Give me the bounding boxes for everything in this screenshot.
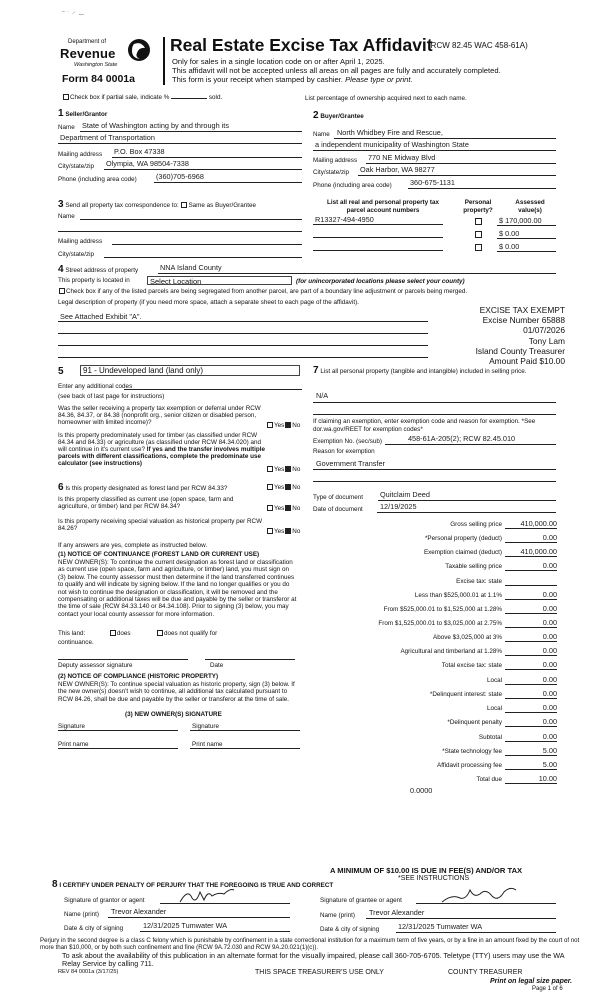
- doc-type-label: Type of document: [313, 494, 364, 501]
- corr-name-line-2[interactable]: [58, 231, 302, 232]
- located-note: (for unincorporated locations please select your county): [296, 278, 465, 285]
- sec5-q2: [58, 432, 268, 467]
- reason-label: Reason for exemption: [313, 448, 375, 455]
- fee-value[interactable]: 0.00: [542, 646, 557, 655]
- street-label: Street address of property: [65, 267, 139, 274]
- grantee-name[interactable]: Trevor Alexander: [369, 908, 425, 917]
- seller-csz-line: [104, 169, 302, 170]
- fee-label: Above $3,025,000 at 3%: [433, 634, 502, 641]
- sec6-q3-answers: [266, 528, 300, 536]
- sec6-q2-yes-checkbox[interactable]: [267, 505, 273, 511]
- land-use-select[interactable]: 91 - Undeveloped land (land only): [80, 365, 300, 376]
- this-land-label: This land:: [58, 630, 86, 637]
- fee-label: Total due: [476, 776, 502, 783]
- fee-value[interactable]: 0.00: [542, 732, 557, 741]
- segregated-row: [58, 288, 467, 296]
- seller-address[interactable]: P.O. Box 47338: [114, 147, 165, 156]
- notice-1-title: (1) NOTICE OF CONTINUANCE (FOREST LAND OR CURRENT USE): [58, 551, 260, 558]
- sec5-q1-no-label: No: [292, 422, 301, 429]
- exempt-no-line: [385, 444, 556, 445]
- buyer-name-line1: [334, 138, 556, 139]
- section-3-number: 3: [58, 199, 64, 210]
- fee-label: Excise tax: state: [456, 578, 502, 585]
- notice-3-title: (3) NEW OWNER(S) SIGNATURE: [125, 711, 222, 718]
- sec5-q2-bold: If yes and the transfer involves multiple parcels with different classifications, complete the predominate use calculator (see instructions): [58, 446, 265, 467]
- reason-line-2: [313, 481, 556, 482]
- logo-revenue: Revenue: [60, 46, 116, 61]
- certify-text: I CERTIFY UNDER PENALTY OF PERJURY THAT THE FOREGOING IS TRUE AND CORRECT: [59, 882, 334, 889]
- legal-line-3: [58, 345, 428, 346]
- sec5-q2-no-label: No: [292, 466, 301, 473]
- sec5-q2-no-checkbox[interactable]: [285, 466, 291, 472]
- sec6-q2-no-label: No: [292, 505, 301, 512]
- scribble-mark: ˜ ˙ ⸍ ∽: [62, 10, 85, 19]
- fee-label: Agricultural and timberland at 1.28%: [400, 648, 502, 655]
- sec6-q3-no-checkbox[interactable]: [285, 528, 291, 534]
- exempt-no-label: Exemption No. (sec/sub): [313, 438, 382, 445]
- exemption-number[interactable]: 458-61A-205(2); RCW 82.45.010: [408, 434, 516, 443]
- partial-sold-label: sold.: [208, 94, 223, 101]
- fee-label: Gross selling price: [450, 521, 502, 528]
- buyer-phone[interactable]: 360-675-1131: [410, 178, 455, 187]
- does-checkbox[interactable]: [110, 630, 116, 636]
- header-note-3-italic: Please type or print.: [345, 75, 413, 84]
- parcel-col-3b: value(s): [518, 206, 542, 214]
- seller-name-label: Name: [58, 124, 75, 131]
- does-not-checkbox[interactable]: [157, 630, 163, 636]
- seller-name-line2: [58, 143, 302, 144]
- additional-codes-line[interactable]: [124, 389, 302, 390]
- parcel-col-3a: Assessed: [515, 199, 545, 206]
- doc-date[interactable]: 12/19/2025: [380, 502, 417, 511]
- sec6-q1-yes-checkbox[interactable]: [267, 484, 273, 490]
- notice-2-title: (2) NOTICE OF COMPLIANCE (HISTORIC PROPERTY): [58, 673, 219, 680]
- corr-name-line[interactable]: [80, 219, 302, 220]
- sec5-q1-yes-checkbox[interactable]: [267, 422, 273, 428]
- partial-sale-checkbox[interactable]: [63, 94, 69, 100]
- header-note-3: [172, 75, 413, 84]
- fee-value[interactable]: 0.00: [542, 703, 557, 712]
- stamp-line-1: EXCISE TAX EXEMPT: [479, 305, 565, 315]
- sec6-q2-no-checkbox[interactable]: [285, 505, 291, 511]
- owner-print-label-1: Print name: [58, 741, 89, 748]
- grantor-name-line: [108, 917, 290, 918]
- grantor-date-line: [140, 931, 290, 932]
- seller-csz[interactable]: Olympia, WA 98504-7338: [106, 159, 189, 168]
- does-label: does: [116, 630, 131, 637]
- parcel-row-2-line[interactable]: [313, 237, 443, 238]
- fee-value[interactable]: 0.00: [542, 632, 557, 641]
- fee-value[interactable]: 0.00: [542, 717, 557, 726]
- fee-value[interactable]: 0.00: [542, 533, 557, 542]
- buyer-name-2[interactable]: a independent municipality of Washington State: [315, 140, 469, 149]
- sec6-any-yes: If any answers are yes, complete as instructed below.: [58, 542, 208, 549]
- stamp-line-5: Island County Treasurer: [475, 345, 565, 356]
- segregated-label: Check box if any of the listed parcels are being segregated from another parcel, are part of a boundary line adjustment or parcels being merged.: [66, 288, 468, 295]
- perjury-text: Perjury in the second degree is a class C felony which is punishable by confinement in a state correctional institution for a maximum term of five years, or by a fine in an amount fixed by the court of not more than $10,000, or by both such confinement and fine (RCW 9A.72.030 and RCW 9A.20.021(1)(c)).: [40, 937, 580, 951]
- see-instructions: *SEE INSTRUCTIONS: [398, 875, 470, 882]
- sec5-q2-yes-label: Yes: [274, 466, 285, 473]
- logo-dept: Department of: [68, 39, 107, 45]
- seller-name-2[interactable]: Department of Transportation: [60, 133, 155, 142]
- fee-value[interactable]: 0.00: [542, 604, 557, 613]
- doc-type-line: [378, 500, 556, 501]
- header-note-3-text: This form is your receipt when stamped by cashier.: [172, 75, 343, 84]
- buyer-address[interactable]: 770 NE Midway Blvd: [368, 153, 436, 162]
- doc-type[interactable]: Quitclaim Deed: [380, 490, 430, 499]
- fee-value-line: [505, 585, 557, 586]
- corr-csz-line[interactable]: [104, 257, 302, 258]
- sec5-q1-yes-label: Yes: [274, 422, 285, 429]
- header-note-2: This affidavit will not be accepted unless all areas on all pages are fully and accurately completed.: [172, 66, 501, 75]
- legal-line-2: [58, 333, 428, 334]
- street-row: [58, 264, 138, 276]
- sec7-label: [313, 366, 563, 376]
- buyer-heading: [313, 110, 364, 122]
- fee-value[interactable]: 410,000.00: [520, 547, 557, 556]
- parcel-row-2-personal-checkbox[interactable]: [475, 231, 482, 238]
- street-address[interactable]: NNA Island County: [160, 263, 222, 272]
- legal-line-4: [58, 357, 428, 358]
- segregated-checkbox[interactable]: [59, 288, 65, 294]
- deputy-sig-label: Deputy assessor signature: [58, 662, 133, 669]
- fee-label: Affidavit processing fee: [437, 762, 502, 769]
- parcel-col-3: [505, 199, 555, 214]
- sec6-q1-row: [58, 482, 227, 494]
- buyer-address-line: [366, 163, 556, 164]
- notice-2-text: NEW OWNER(S): To continue special valuation as historic property, sign (3) below. If the new owner(s) doesn't wish to continue, all additional tax calculated pursuant to RCW 84.26, shall be due and payable by the seller or transferor at the time of sale.: [58, 681, 295, 703]
- parcel-col-1a: List all real and personal property tax: [327, 199, 439, 206]
- grantee-name-label: Name (print): [320, 912, 355, 919]
- fee-value[interactable]: 5.00: [542, 746, 557, 755]
- sec5-q2-answers: [266, 466, 300, 474]
- grantee-name-line: [366, 918, 556, 919]
- section-4-number: 4: [58, 264, 64, 275]
- section-7-number: 7: [313, 365, 319, 376]
- parcel-col-2b: property?: [463, 206, 493, 214]
- fee-value[interactable]: 0.00: [542, 660, 557, 669]
- seller-phone-label: Phone (including area code): [58, 176, 137, 183]
- fee-label: *State technology fee: [442, 748, 502, 755]
- buyer-name-1[interactable]: North Whidbey Fire and Rescue,: [337, 128, 443, 137]
- grantor-date[interactable]: 12/31/2025 Tumwater WA: [143, 921, 228, 930]
- fee-label: Taxable selling price: [445, 563, 502, 570]
- owner-print-label-2: Print name: [192, 741, 223, 748]
- section-5-number: 5: [58, 366, 64, 377]
- sec5-q1: [58, 405, 263, 426]
- continuance-label: continuance.: [58, 639, 94, 646]
- parcel-col-1b: parcel account numbers: [346, 206, 420, 214]
- stamp-line-4: Tony Lam: [528, 335, 565, 346]
- sec5-q2-text: Is this property predominately used for timber (as classified under RCW 84.34 and 84.33) or agriculture (as classified under RCW 84.34.020) and will continue in it's current use?: [58, 432, 262, 453]
- wa-logo-icon: [126, 35, 152, 65]
- county-treasurer: COUNTY TREASURER: [448, 969, 523, 976]
- grantor-name[interactable]: Trevor Alexander: [111, 907, 167, 916]
- local-rate[interactable]: 0.0000: [410, 786, 433, 795]
- stamp-line-3: 01/07/2026: [523, 325, 565, 336]
- deputy-date-line[interactable]: [205, 659, 295, 660]
- correspondence-row: [58, 199, 256, 211]
- corr-address-line[interactable]: [112, 244, 302, 245]
- corr-name-label: Name: [58, 213, 75, 220]
- street-line: [158, 273, 556, 274]
- parcel-col-2a: Personal: [464, 199, 492, 206]
- legal-paper-note: Print on legal size paper.: [490, 978, 573, 985]
- exempt-text: If claiming an exemption, enter exemption code and reason for exemption. *See dor.wa.gov/REET for exemption codes*: [313, 418, 536, 433]
- grantee-date-line: [396, 932, 556, 933]
- grantor-signature[interactable]: [178, 884, 238, 906]
- stamp-line-2: Excise Number 65888: [482, 315, 565, 326]
- rev-number: REV 84 0001a (3/17/25): [58, 969, 119, 975]
- sec6-q2-yes-label: Yes: [274, 505, 285, 512]
- legal-line-1: [58, 321, 428, 322]
- fee-value[interactable]: 0.00: [542, 590, 557, 599]
- fee-label: Local: [486, 705, 502, 712]
- parcel-row-3-value[interactable]: $ 0.00: [499, 242, 520, 251]
- reason-value[interactable]: Government Transfer: [316, 459, 385, 468]
- buyer-address-label: Mailing address: [313, 157, 358, 164]
- fee-label: *Personal property (deduct): [424, 535, 502, 542]
- personal-property-line-2: [313, 414, 556, 415]
- seller-heading-text: Seller/Grantor: [65, 111, 108, 118]
- grantor-name-label: Name (print): [64, 911, 99, 918]
- grantee-date[interactable]: 12/31/2025 Tumwater WA: [398, 922, 483, 931]
- fee-label: *Delinquent interest: state: [429, 691, 502, 698]
- treasurer-use: THIS SPACE TREASURER'S USE ONLY: [255, 969, 384, 976]
- fee-label: From $1,525,000.01 to $3,025,000 at 2.75%: [378, 620, 502, 627]
- parcel-row-1-number[interactable]: R13327-494-4950: [315, 215, 374, 224]
- sec6-q3-no-label: No: [292, 528, 301, 535]
- section-6-number: 6: [58, 482, 64, 493]
- ownership-note: List percentage of ownership acquired next to each name.: [305, 95, 467, 102]
- section-8-number: 8: [52, 879, 58, 890]
- doc-date-label: Date of document: [313, 506, 363, 513]
- sec5-q1-no-checkbox[interactable]: [285, 422, 291, 428]
- parcel-col-2: [456, 199, 500, 214]
- parcel-row-2-value[interactable]: $ 0.00: [499, 229, 520, 238]
- buyer-heading-text: Buyer/Grantee: [320, 113, 364, 120]
- section-2-number: 2: [313, 110, 319, 121]
- fee-label: *Delinquent penalty: [447, 719, 502, 726]
- buyer-name-label: Name: [313, 131, 330, 138]
- seller-name-1[interactable]: State of Washington acting by and through its: [82, 121, 229, 130]
- parcel-col-1: [316, 199, 450, 214]
- sec7-label-text: List all personal property (tangible and intangible) included in selling price.: [320, 368, 527, 375]
- location-select[interactable]: Select Location: [147, 276, 292, 285]
- parcel-row-1-personal-checkbox[interactable]: [475, 218, 482, 225]
- sec6-q2-answers: [266, 505, 300, 513]
- buyer-csz-line: [358, 175, 556, 176]
- treasurer-stamp: [420, 305, 565, 366]
- sec5-q2-yes-checkbox[interactable]: [267, 466, 273, 472]
- this-land-row: [58, 630, 217, 638]
- fee-value[interactable]: 0.00: [542, 675, 557, 684]
- parcel-row-3-personal-checkbox[interactable]: [475, 244, 482, 251]
- fee-value[interactable]: 0.00: [542, 618, 557, 627]
- seller-address-line: [112, 157, 302, 158]
- grantor-sig-label: Signature of grantor or agent: [64, 897, 145, 904]
- fee-value[interactable]: 10.00: [538, 774, 557, 783]
- fee-value[interactable]: 0.00: [542, 561, 557, 570]
- correspondence-label: Send all property tax correspondence to:: [65, 202, 179, 209]
- legal-description[interactable]: See Attached Exhibit "A".: [60, 312, 142, 321]
- header-divider: [163, 37, 165, 85]
- buyer-csz-label: City/state/zip: [313, 169, 350, 176]
- same-as-buyer-label: Same as Buyer/Grantee: [188, 202, 257, 209]
- seller-csz-label: City/state/zip: [58, 163, 95, 170]
- owner-sig-label-2: Signature: [192, 723, 219, 730]
- buyer-csz[interactable]: Oak Harbor, WA 98277: [360, 165, 435, 174]
- seller-phone[interactable]: (360)705-6968: [156, 172, 204, 181]
- seller-name-line1: [80, 131, 302, 132]
- fee-label: Total excise tax: state: [441, 662, 502, 669]
- personal-property-value[interactable]: N/A: [316, 391, 329, 400]
- fee-label: Exemption claimed (deduct): [423, 549, 502, 556]
- fee-value[interactable]: 0.00: [542, 689, 557, 698]
- doc-date-line: [377, 512, 556, 513]
- corr-csz-label: City/state/zip: [58, 251, 95, 258]
- sec5-q1-answers: [266, 422, 300, 430]
- buyer-phone-label: Phone (including area code): [313, 182, 392, 189]
- notice-1-text: NEW OWNER(S): To continue the current designation as forest land or classification as current use (open space, farm and agriculture, or timber) land, you must sign on (3) below. The county assessor must then determine if the land transferred continues to qualify and will indicate by signing below. If the land no longer qualifies or you do not wish to continue the designation or classification, it will be removed and the compensating or additional taxes will be due and payable by the seller or transferor at the time of sale (RCW 84.33.140 or 84.34.108). Prior to signing (3) below, you may contact your local county assessor for more information.: [58, 559, 297, 618]
- fee-label: Subtotal: [478, 734, 502, 741]
- stamp-line-6: Amount Paid $10.00: [489, 356, 565, 367]
- corr-address-label: Mailing address: [58, 238, 103, 245]
- partial-sale-label: Check box if partial sale, indicate %: [70, 94, 170, 101]
- alt-format-text: To ask about the availability of this publication in an alternate format for the visually impaired, please call 360-705-6705. Teletype (TTY) users may use the WA Relay Service by calling 711.: [62, 951, 565, 968]
- grantee-date-label: Date & city of signing: [320, 926, 380, 933]
- partial-percent-field[interactable]: [171, 98, 207, 99]
- same-as-buyer-checkbox[interactable]: [181, 202, 187, 208]
- form-rcw: (RCW 82.45 WAC 458-61A): [428, 41, 528, 50]
- located-label: This property is located in: [58, 277, 130, 284]
- sec5-q1-text: Was the seller receiving a property tax exemption or deferral under RCW 84.36, 84.37, or 84.38 (nonprofit org., senior citizen or disabled person, homeowner with limited income)?: [58, 405, 261, 426]
- grantee-signature[interactable]: [440, 884, 520, 906]
- buyer-phone-line: [408, 188, 556, 189]
- partial-sale-row: [62, 94, 222, 102]
- legal-label: Legal description of property (if you need more space, attach a separate sheet to each page of the affidavit).: [58, 299, 359, 306]
- sec6-q3: [58, 518, 263, 532]
- fee-label: Less than $525,000.01 at 1.1%: [414, 592, 502, 599]
- seller-phone-line: [154, 182, 302, 183]
- sec6-q3-text: Is this property receiving special valuation as historical property per RCW 84.26?: [58, 518, 263, 532]
- page-number: Page 1 of 6: [532, 986, 563, 992]
- sec6-q1-no-checkbox[interactable]: [285, 484, 291, 490]
- personal-property-line-1: [313, 402, 556, 403]
- grantor-date-label: Date & city of signing: [64, 925, 124, 932]
- header-note-1: Only for sales in a single location code on or after April 1, 2025.: [172, 57, 385, 66]
- grantee-sig-label: Signature of grantee or agent: [320, 897, 402, 904]
- fee-value[interactable]: 410,000.00: [520, 519, 557, 528]
- owner-sig-label-1: Signature: [58, 723, 85, 730]
- form-number: Form 84 0001a: [62, 73, 135, 85]
- form-title: Real Estate Excise Tax Affidavit: [170, 35, 433, 55]
- sec6-q1-answers: [266, 484, 300, 492]
- deputy-date-label: Date: [210, 662, 224, 669]
- reason-line-1: [313, 469, 556, 470]
- sec6-q2: [58, 496, 263, 510]
- parcel-row-1-value[interactable]: $ 170,000.00: [499, 216, 542, 225]
- parcel-row-3-line[interactable]: [313, 250, 443, 251]
- sec6-q3-yes-checkbox[interactable]: [267, 528, 273, 534]
- fee-value[interactable]: 5.00: [542, 760, 557, 769]
- additional-codes-label: Enter any additional codes: [58, 383, 133, 390]
- fee-label: Local: [486, 677, 502, 684]
- sec6-q1-no-label: No: [292, 484, 301, 491]
- sec6-q1-yes-label: Yes: [274, 484, 285, 491]
- deputy-sig-line[interactable]: [58, 659, 188, 660]
- fee-label: From $525,000.01 to $1,525,000 at 1.28%: [383, 606, 502, 613]
- sec6-q3-yes-label: Yes: [274, 528, 285, 535]
- section-1-number: 1: [58, 108, 64, 119]
- seller-heading: [58, 108, 107, 120]
- minimum-due: A MINIMUM OF $10.00 IS DUE IN FEE(S) AND/OR TAX: [330, 866, 523, 875]
- buyer-name-line2: [313, 150, 556, 151]
- see-back-label: (see back of last page for instructions): [58, 393, 165, 400]
- logo-state: Washington State: [74, 62, 118, 68]
- does-not-label: does not qualify for: [163, 630, 218, 637]
- seller-address-label: Mailing address: [58, 151, 103, 158]
- sec6-q1-text: Is this property designated as forest land per RCW 84.33?: [65, 485, 228, 492]
- sec6-q2-text: Is this property classified as current use (open space, farm and agriculture, or timber) land per RCW 84.34?: [58, 496, 234, 510]
